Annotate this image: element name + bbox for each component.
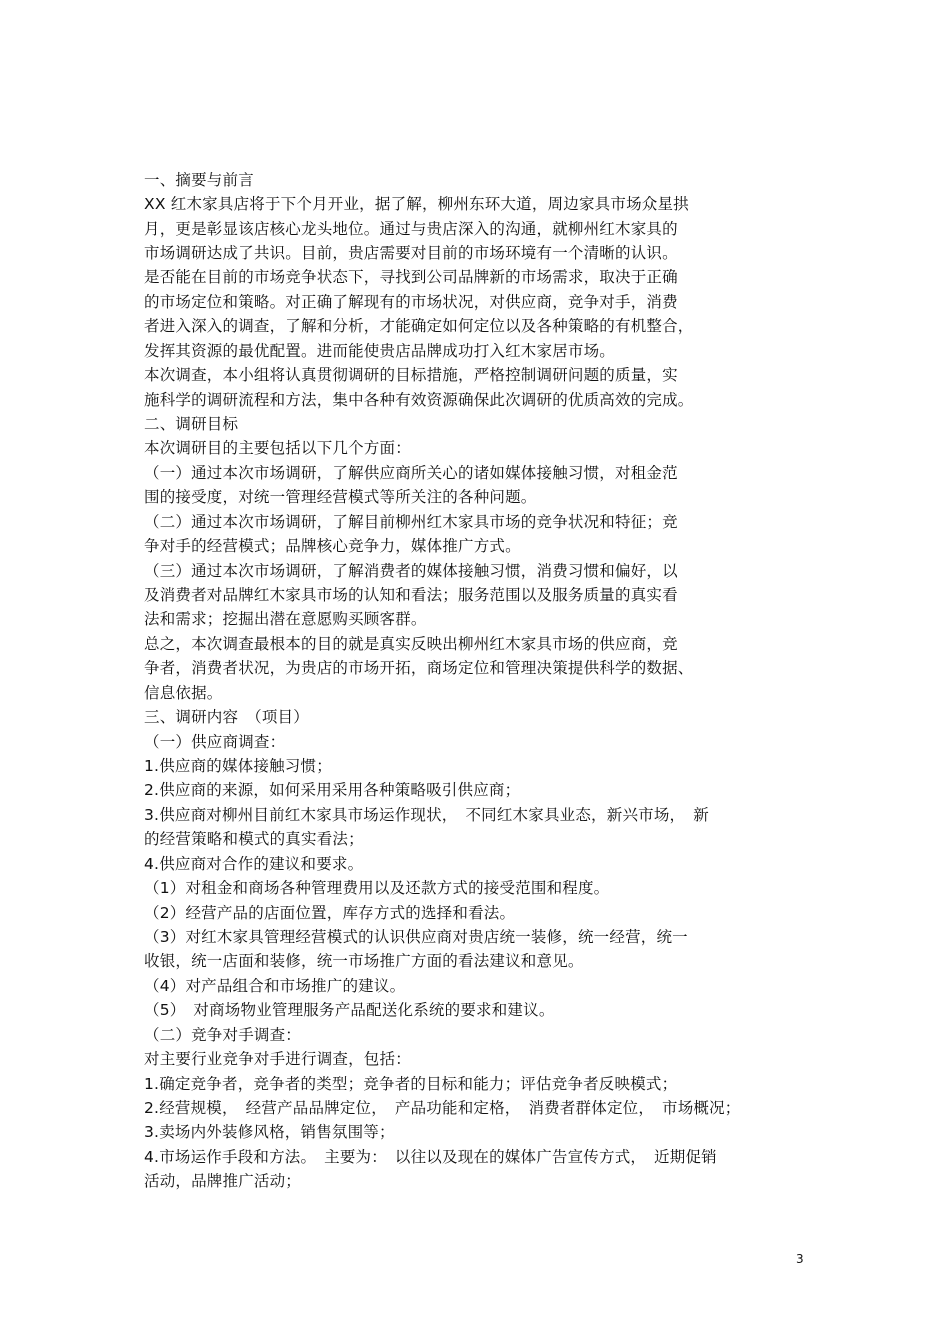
paragraph-line: 本次调查，本小组将认真贯彻调研的目标措施，严格控制调研问题的质量，实: [144, 366, 678, 384]
list-item: 的经营策略和模式的真实看法；: [144, 830, 364, 848]
paragraph-line: 者进入深入的调查，了解和分析，才能确定如何定位以及各种策略的有机整合，: [144, 317, 694, 335]
paragraph-line: 争者，消费者状况，为贵店的市场开拓，商场定位和管理决策提供科学的数据、: [144, 659, 694, 677]
list-item: 收银，统一店面和装修，统一市场推广方面的看法建议和意见。: [144, 952, 584, 970]
heading-summary: 一、摘要与前言: [144, 171, 254, 189]
subheading-competitor-survey: （二）竞争对手调查：: [144, 1026, 302, 1044]
paragraph-line: 信息依据。: [144, 684, 223, 702]
list-item: （5） 对商场物业管理服务产品配送化系统的要求和建议。: [144, 1001, 555, 1019]
list-item: （1）对租金和商场各种管理费用以及还款方式的接受范围和程度。: [144, 879, 610, 897]
paragraph-line: 的市场定位和策略。对正确了解现有的市场状况，对供应商，竞争对手，消费: [144, 293, 678, 311]
paragraph-line: 总之，本次调查最根本的目的就是真实反映出柳州红木家具市场的供应商，竞: [144, 635, 678, 653]
paragraph-line: 法和需求；挖掘出潜在意愿购买顾客群。: [144, 610, 427, 628]
list-item: 2.经营规模， 经营产品品牌定位， 产品功能和定格， 消费者群体定位， 市场概况；: [144, 1099, 741, 1117]
paragraph-line: 发挥其资源的最优配置。进而能使贵店品牌成功打入红木家居市场。: [144, 342, 616, 360]
paragraph-line: （一）通过本次市场调研，了解供应商所关心的诸如媒体接触习惯，对租金范: [144, 464, 678, 482]
paragraph-line: （二）通过本次市场调研，了解目前柳州红木家具市场的竞争状况和特征；竞: [144, 513, 678, 531]
paragraph-line: 市场调研达成了共识。目前，贵店需要对目前的市场环境有一个清晰的认识。: [144, 244, 678, 262]
list-item: 1.确定竞争者，竞争者的类型；竞争者的目标和能力；评估竞争者反映模式；: [144, 1075, 678, 1093]
list-item: （3）对红木家具管理经营模式的认识供应商对贵店统一装修，统一经营，统一: [144, 928, 688, 946]
list-item: （4）对产品组合和市场推广的建议。: [144, 977, 406, 995]
list-item: （2）经营产品的店面位置，库存方式的选择和看法。: [144, 904, 516, 922]
list-item: 1.供应商的媒体接触习惯；: [144, 757, 332, 775]
list-item: 活动，品牌推广活动；: [144, 1172, 302, 1190]
paragraph-line: 本次调研目的主要包括以下几个方面：: [144, 439, 411, 457]
list-item: 2.供应商的来源，如何采用采用各种策略吸引供应商；: [144, 781, 521, 799]
paragraph-line: 施科学的调研流程和方法，集中各种有效资源确保此次调研的优质高效的完成。: [144, 391, 694, 409]
list-item: 4.市场运作手段和方法。 主要为： 以往以及现在的媒体广告宣传方式， 近期促销: [144, 1148, 717, 1166]
paragraph-line: 及消费者对品牌红木家具市场的认知和看法；服务范围以及服务质量的真实看: [144, 586, 678, 604]
paragraph-line: 对主要行业竞争对手进行调查，包括：: [144, 1050, 411, 1068]
page-number: 3: [796, 1252, 804, 1266]
heading-research-content: 三、调研内容 （项目）: [144, 708, 309, 726]
paragraph-line: 是否能在目前的市场竞争状态下，寻找到公司品牌新的市场需求，取决于正确: [144, 268, 678, 286]
paragraph-line: 争对手的经营模式；品牌核心竞争力，媒体推广方式。: [144, 537, 521, 555]
paragraph-line: （三）通过本次市场调研，了解消费者的媒体接触习惯，消费习惯和偏好，以: [144, 562, 678, 580]
heading-research-goals: 二、调研目标: [144, 415, 239, 433]
list-item: 3.卖场内外装修风格，销售氛围等；: [144, 1123, 395, 1141]
paragraph-line: XX 红木家具店将于下个月开业，据了解，柳州东环大道，周边家具市场众星拱: [144, 195, 689, 213]
list-item: 4.供应商对合作的建议和要求。: [144, 855, 364, 873]
list-item: 3.供应商对柳州目前红木家具市场运作现状， 不同红木家具业态，新兴市场， 新: [144, 806, 709, 824]
subheading-supplier-survey: （一）供应商调查：: [144, 733, 286, 751]
paragraph-line: 围的接受度，对统一管理经营模式等所关注的各种问题。: [144, 488, 537, 506]
paragraph-line: 月，更是彰显该店核心龙头地位。通过与贵店深入的沟通，就柳州红木家具的: [144, 220, 678, 238]
